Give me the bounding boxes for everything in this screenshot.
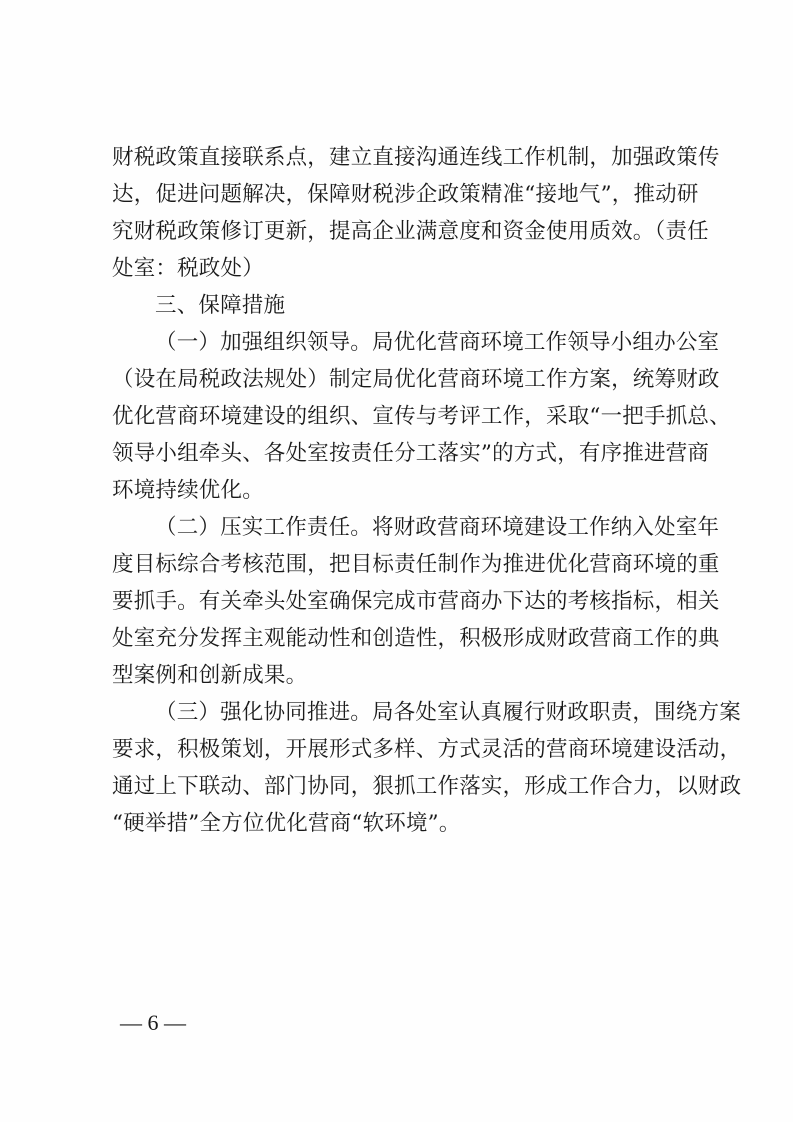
item-line: 优化营商环境建设的组织、宣传与考评工作，采取“一把手抓总、 bbox=[112, 404, 731, 429]
page-number: — 6 — bbox=[120, 1010, 186, 1035]
item-line: 要求，积极策划，开展形式多样、方式灵活的营商环境建设活动， bbox=[112, 737, 742, 762]
item-line: 度目标综合考核范围，把目标责任制作为推进优化营商环境的重 bbox=[112, 552, 720, 577]
paragraph-line: 财税政策直接联系点，建立直接沟通连线工作机制，加强政策传 bbox=[112, 145, 720, 170]
item-line: 处室充分发挥主观能动性和创造性，积极形成财政营商工作的典 bbox=[112, 626, 720, 651]
item-lead: （一）加强组织领导。 bbox=[155, 330, 373, 355]
item-lead: （三）强化协同推进。 bbox=[155, 700, 373, 725]
item-line: 型案例和创新成果。 bbox=[112, 663, 308, 688]
item-line: “硬举措”全方位优化营商“软环境”。 bbox=[112, 811, 461, 836]
paragraph-line: 处室：税政处） bbox=[112, 256, 264, 281]
item-first-line bbox=[155, 697, 741, 729]
item-line: （设在局税政法规处）制定局优化营商环境工作方案，统筹财政 bbox=[112, 367, 720, 392]
item-line: 通过上下联动、部门协同，狠抓工作落实，形成工作合力，以财政 bbox=[112, 774, 742, 799]
item-first-rest: 局各处室认真履行财政职责，围绕方案 bbox=[372, 700, 741, 725]
item-first-line bbox=[155, 327, 720, 359]
item-lead: （二）压实工作责任。 bbox=[155, 515, 373, 540]
section-heading: 三、保障措施 bbox=[155, 293, 286, 318]
item-first-rest: 局优化营商环境工作领导小组办公室 bbox=[372, 330, 720, 355]
item-line: 要抓手。有关牵头处室确保完成市营商办下达的考核指标，相关 bbox=[112, 589, 720, 614]
item-first-rest: 将财政营商环境建设工作纳入处室年 bbox=[372, 515, 720, 540]
item-first-line bbox=[155, 512, 720, 544]
paragraph-line: 究财税政策修订更新，提高企业满意度和资金使用质效。（责任 bbox=[112, 219, 709, 244]
paragraph-line: 达，促进问题解决，保障财税涉企政策精准“接地气”，推动研 bbox=[112, 182, 699, 207]
item-line: 领导小组牵头、各处室按责任分工落实”的方式，有序推进营商 bbox=[112, 441, 710, 466]
item-line: 环境持续优化。 bbox=[112, 478, 264, 503]
